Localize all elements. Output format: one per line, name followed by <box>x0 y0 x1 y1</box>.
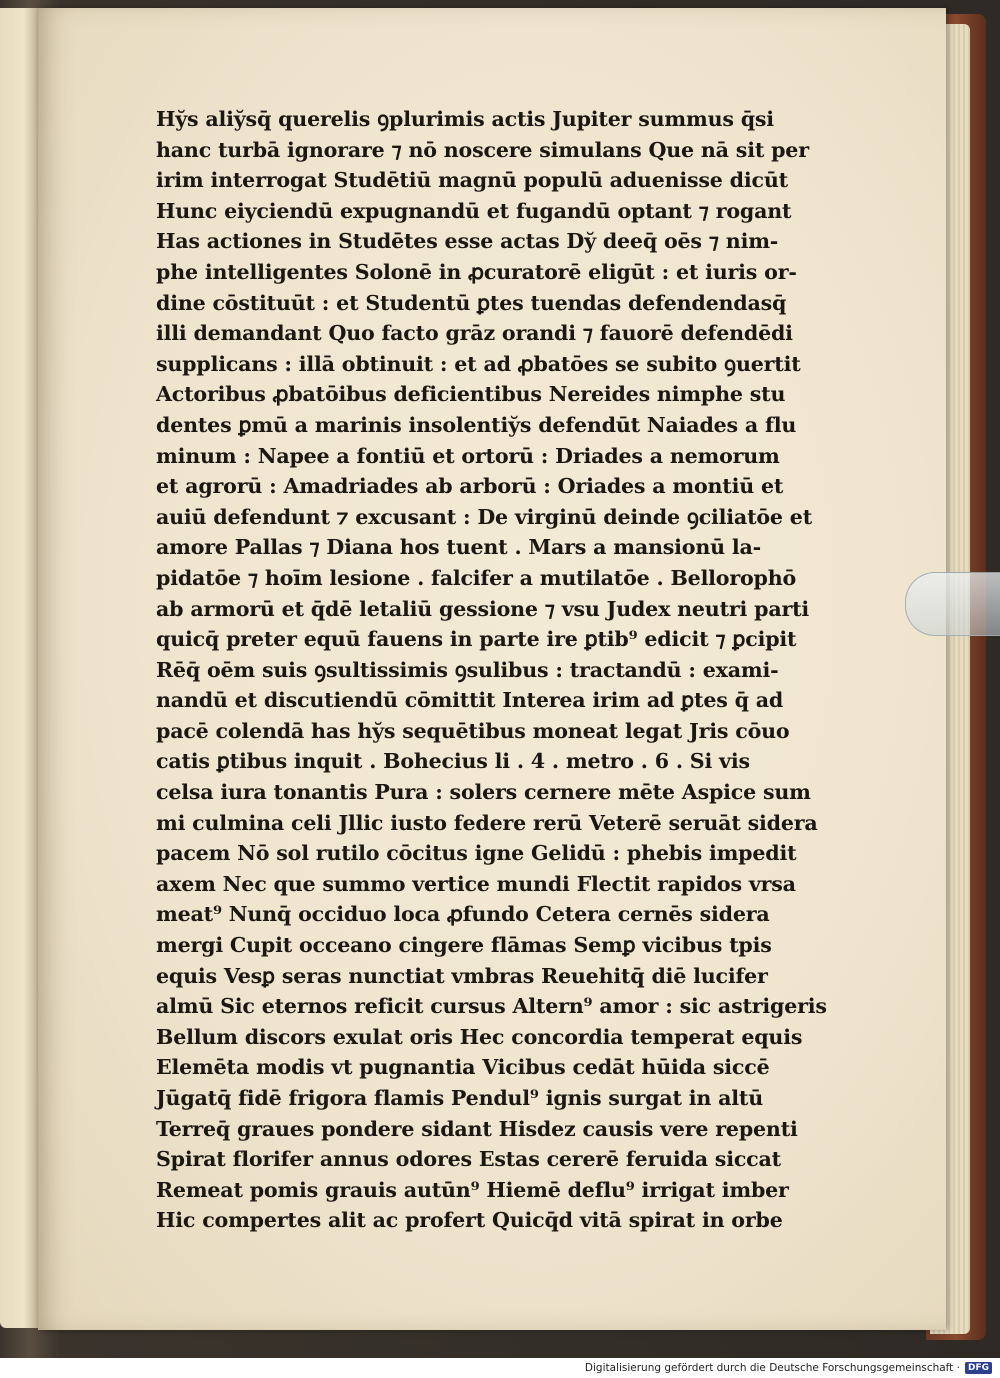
page-marker-tab <box>905 572 1000 636</box>
footer-credit: Digitalisierung gefördert durch die Deutsche Forschungsgemeinschaft · <box>584 1362 960 1374</box>
text-line: auiū defendunt ⁊ excusant : De virginū deinde ꝯciliatōe et <box>156 504 813 529</box>
text-line: axem Nec que summo vertice mundi Flectit rapidos vrsa <box>156 871 796 896</box>
text-line: equis Vesꝑ seras nunctiat vmbras Reuehitq̄ diē lucifer <box>156 963 768 988</box>
text-line: et agrorū : Amadriades ab arborū : Oriades a montiū et <box>156 474 784 499</box>
text-line: celsa iura tonantis Pura : solers cernere mēte Aspice sum <box>156 780 811 805</box>
text-line: Elemēta modis vt pugnantia Vicibus cedāt hūida siccē <box>156 1055 770 1080</box>
text-line: pacē colendā has hy̆s sequētibus moneat legat Jris cōuo <box>156 718 790 743</box>
dfg-logo: DFG <box>965 1362 992 1374</box>
text-line: Rēq̄ oēm suis ꝯsultissimis ꝯsulibus : tractandū : exami- <box>156 657 779 682</box>
footer-bar <box>0 1358 1000 1378</box>
text-line: hanc turbā ignorare ⁊ nō noscere simulans Que nā sit per <box>156 137 809 162</box>
book-page <box>38 8 946 1330</box>
text-line: Jūgatq̄ fidē frigora flamis Pendul⁹ ignis surgat in altū <box>156 1086 763 1110</box>
text-line: ab armorū et q̄dē letaliū gessione ⁊ vsu Judex neutri parti <box>156 596 810 621</box>
text-line: Hunc eiyciendū expugnandū et fugandū optant ⁊ rogant <box>156 198 792 223</box>
left-page-edge <box>0 8 40 1328</box>
text-line: Hy̆s aliy̆sq̄ querelis ꝯplurimis actis Jupiter summus q̄si <box>156 107 774 131</box>
text-line: almū Sic eternos reficit cursus Altern⁹ amor : sic astrigeris <box>156 994 827 1019</box>
text-line: pidatōe ⁊ hoīm lesione . falcifer a mutilatōe . Bellorophō <box>156 565 797 590</box>
text-line: supplicans : illā obtinuit : et ad ꝓbatōes se subito ꝯuertit <box>156 351 801 376</box>
text-line: meat⁹ Nunq̄ occiduo loca ꝓfundo Cetera cernēs sidera <box>156 902 770 927</box>
text-line: Spirat florifer annus odores Estas cererē feruida siccat <box>156 1147 781 1172</box>
text-line: dentes ꝑmū a marinis insolentiy̆s defendūt Naiades a flu <box>156 412 797 437</box>
text-line: Has actiones in Studētes esse actas Dy̆ deeq̄ oēs ⁊ nim- <box>156 229 779 254</box>
text-line: quicq̄ preter equū fauens in parte ire ꝑtib⁹ edicit ⁊ ꝑcipit <box>156 627 797 652</box>
text-line: irim interrogat Studētiū magnū populū aduenisse dicūt <box>156 168 788 193</box>
text-line: Actoribus ꝓbatōibus deficientibus Nereides nimphe stu <box>156 382 786 407</box>
text-line: nandū et discutiendū cōmittit Interea irim ad ꝑtes q̄ ad <box>156 688 784 713</box>
text-line: mi culmina celi Jllic iusto federe rerū Veterē seruāt sidera <box>156 810 818 835</box>
text-line: phe intelligentes Solonē in ꝓcuratorē eligūt : et iuris or- <box>156 259 797 284</box>
blackletter-text-block <box>156 104 846 1236</box>
text-line: dine cōstituūt : et Studentū ꝑtes tuendas defendendasq̄ <box>156 290 787 315</box>
text-line: catis ꝑtibus inquit . Bohecius li . 4 . metro . 6 . Si vis <box>156 749 750 774</box>
text-line: amore Pallas ⁊ Diana hos tuent . Mars a mansionū la- <box>156 535 761 560</box>
text-line: minum : Napee a fontiū et ortorū : Driades a nemorum <box>156 443 780 468</box>
text-line: Hic compertes alit ac profert Quicq̄d vitā spirat in orbe <box>156 1208 783 1233</box>
text-line: mergi Cupit occeano cingere flāmas Semꝑ vicibus tpis <box>156 933 772 958</box>
text-line: illi demandant Quo facto grāz orandi ⁊ fauorē defendēdi <box>156 321 793 346</box>
text-line: Bellum discors exulat oris Hec concordia temperat equis <box>156 1024 803 1049</box>
text-line: Remeat pomis grauis autūn⁹ Hiemē deflu⁹ irrigat imber <box>156 1177 789 1202</box>
text-line: pacem Nō sol rutilo cōcitus igne Gelidū : phebis impedit <box>156 841 797 866</box>
text-line: Terreq̄ graues pondere sidant Hisdez causis vere repenti <box>156 1116 798 1141</box>
